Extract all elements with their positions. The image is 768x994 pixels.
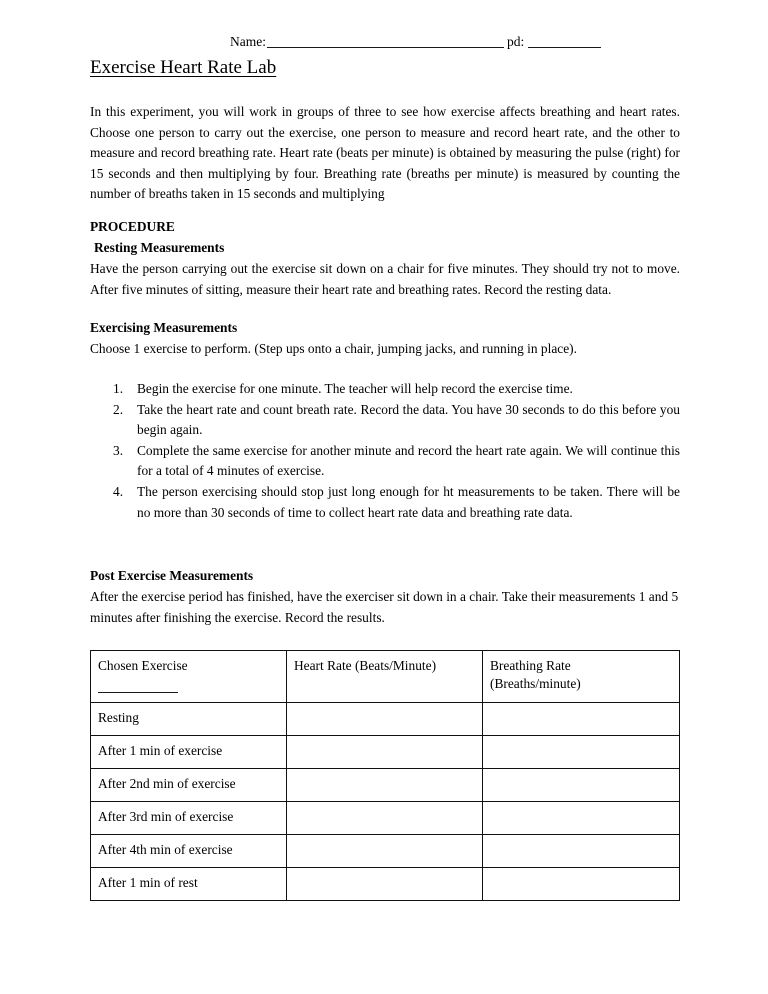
list-item xyxy=(90,482,680,523)
list-item-number: 2. xyxy=(113,401,124,417)
measurements-table xyxy=(90,650,680,901)
table-row xyxy=(91,736,680,769)
page-title: Exercise Heart Rate Lab xyxy=(90,57,277,78)
breathing-rate-cell[interactable] xyxy=(483,835,680,868)
breathing-rate-cell[interactable] xyxy=(483,703,680,736)
name-period-line xyxy=(230,34,680,50)
breathing-rate-label-line1: Breathing Rate xyxy=(490,658,571,673)
list-item xyxy=(90,379,680,400)
period-label: pd: xyxy=(507,34,525,49)
procedure-steps-list xyxy=(90,379,680,523)
table-header-chosen-exercise xyxy=(91,651,287,703)
list-item-text: Begin the exercise for one minute. The teacher will help record the exercise time. xyxy=(137,381,573,396)
list-item-number: 3. xyxy=(113,442,124,458)
procedure-heading: PROCEDURE xyxy=(90,219,175,234)
period-fill-rule[interactable] xyxy=(528,47,601,48)
list-item-number: 1. xyxy=(113,381,124,396)
heart-rate-cell[interactable] xyxy=(287,802,483,835)
resting-measurements-heading: Resting Measurements xyxy=(94,240,225,255)
row-label: After 1 min of rest xyxy=(91,868,287,901)
table-header-heart-rate: Heart Rate (Beats/Minute) xyxy=(287,651,483,703)
resting-measurements-text: Have the person carrying out the exercise sit down on a chair for five minutes. They should try not to move. After five minutes of sitting, measure their heart rate and breathing rates. Record the resting data. xyxy=(90,261,680,297)
heart-rate-cell[interactable] xyxy=(287,703,483,736)
row-label: Resting xyxy=(91,703,287,736)
exercising-measurements-heading: Exercising Measurements xyxy=(90,320,238,335)
list-item xyxy=(90,441,680,482)
breathing-rate-cell[interactable] xyxy=(483,769,680,802)
breathing-rate-label-line2: (Breaths/minute) xyxy=(490,676,581,691)
table-header-breathing-rate xyxy=(483,651,680,703)
chosen-exercise-fill-rule[interactable] xyxy=(98,680,178,693)
name-fill-rule[interactable] xyxy=(267,47,504,48)
breathing-rate-cell[interactable] xyxy=(483,868,680,901)
breathing-rate-cell[interactable] xyxy=(483,802,680,835)
heart-rate-cell[interactable] xyxy=(287,769,483,802)
row-label: After 4th min of exercise xyxy=(91,835,287,868)
name-label: Name: xyxy=(230,34,266,49)
table-row xyxy=(91,802,680,835)
table-row xyxy=(91,703,680,736)
row-label: After 3rd min of exercise xyxy=(91,802,287,835)
table-row xyxy=(91,868,680,901)
heart-rate-cell[interactable] xyxy=(287,736,483,769)
list-item-text: Take the heart rate and count breath rate. Record the data. You have 30 seconds to do this before you begin again. xyxy=(137,401,680,438)
post-exercise-text: After the exercise period has finished, have the exerciser sit down in a chair. Take their measurements 1 and 5 minutes after finishing the exercise. Record the results. xyxy=(90,589,679,625)
list-item xyxy=(90,400,680,441)
list-item-number: 4. xyxy=(113,483,124,499)
heart-rate-cell[interactable] xyxy=(287,868,483,901)
table-row xyxy=(91,835,680,868)
table-header-row xyxy=(91,651,680,703)
table-row xyxy=(91,769,680,802)
list-item-text: Complete the same exercise for another minute and record the heart rate again. We will continue this for a total of 4 minutes of exercise. xyxy=(137,442,680,479)
chosen-exercise-label: Chosen Exercise xyxy=(98,658,188,673)
row-label: After 1 min of exercise xyxy=(91,736,287,769)
breathing-rate-cell[interactable] xyxy=(483,736,680,769)
row-label: After 2nd min of exercise xyxy=(91,769,287,802)
exercising-measurements-text: Choose 1 exercise to perform. (Step ups onto a chair, jumping jacks, and running in place). xyxy=(90,341,577,356)
intro-paragraph: In this experiment, you will work in groups of three to see how exercise affects breathing and heart rates. Choose one person to carry out the exercise, one person to measure and record heart rate, and the other to measure and record breathing rate. Heart rate (beats per minute) is obtained by measuring the pulse (right) for 15 seconds and then multiplying by four. Breathing rate (breaths per minute) is measured by counting the number of breaths taken in 15 seconds and multiplying xyxy=(90,104,680,202)
post-exercise-heading: Post Exercise Measurements xyxy=(90,568,254,583)
heart-rate-cell[interactable] xyxy=(287,835,483,868)
list-item-text: The person exercising should stop just long enough for ht measurements to be taken. There will be no more than 30 seconds of time to collect heart rate data and breathing rate data. xyxy=(137,483,680,520)
